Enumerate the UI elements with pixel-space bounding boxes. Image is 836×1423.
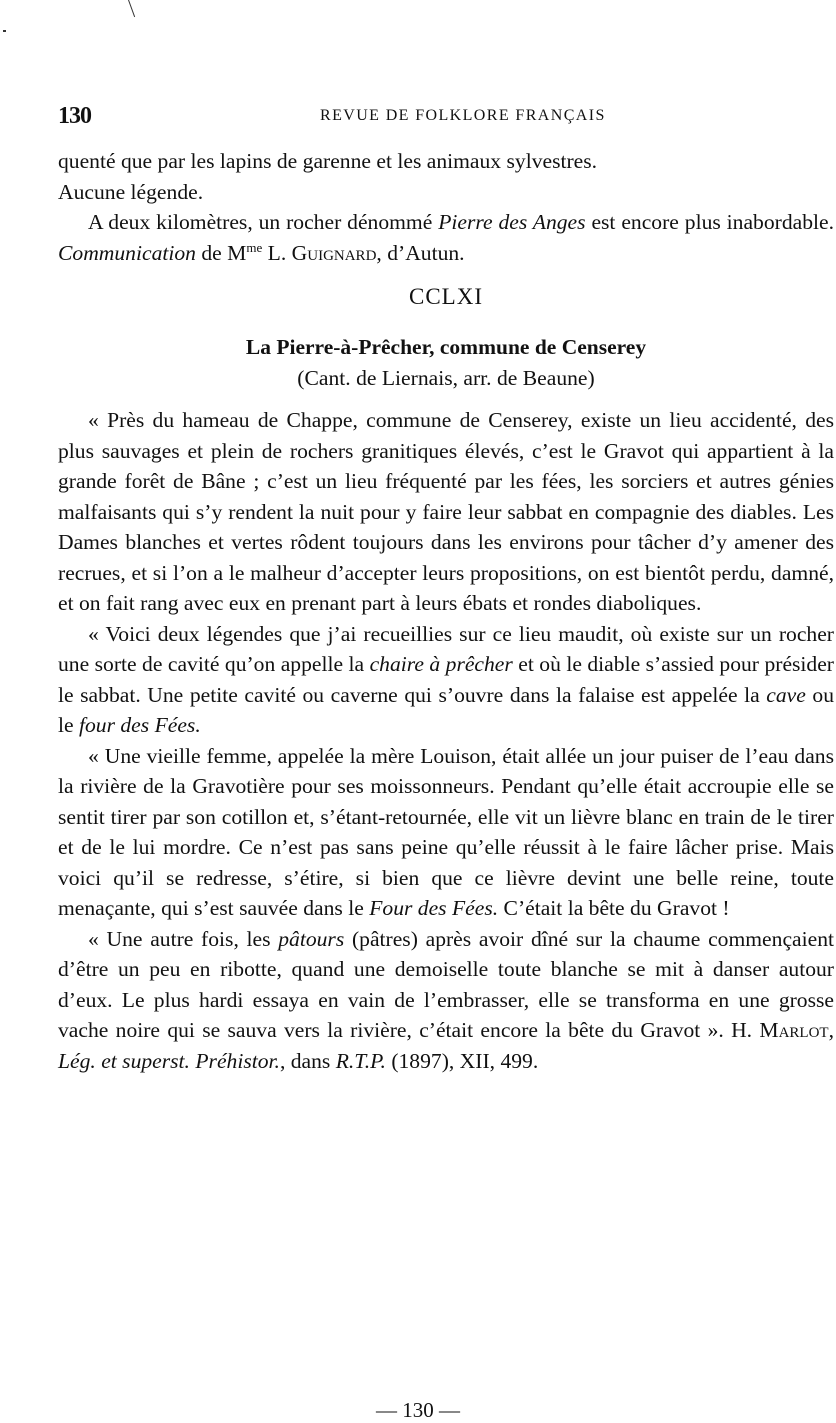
page-number: 130 bbox=[58, 103, 91, 129]
text-run: « Voici deux légendes que j’ai recueillies sur ce lieu maudit, où existe sur un rocher une sorte de cavité qu’on appelle la bbox=[58, 621, 834, 676]
text-run: , dans bbox=[279, 1048, 336, 1073]
scan-mark bbox=[128, 0, 135, 17]
italic-run: R.T.P. bbox=[335, 1048, 386, 1073]
text-run: A deux kilomètres, un rocher dénommé bbox=[88, 210, 439, 234]
section-title: La Pierre-à-Prêcher, commune de Censerey bbox=[245, 335, 647, 359]
small-caps-name: Marlot bbox=[759, 1018, 829, 1042]
italic-run: Lég. et superst. Préhistor. bbox=[58, 1048, 280, 1073]
italic-run: Pierre des Anges bbox=[438, 210, 586, 234]
page-header bbox=[58, 103, 836, 133]
running-title: REVUE DE FOLKLORE FRANÇAIS bbox=[320, 107, 606, 124]
italic-run: chaire à prêcher bbox=[369, 652, 513, 676]
text-run: (1897), XII, 499. bbox=[385, 1048, 539, 1073]
small-caps-name: Guignard bbox=[291, 240, 377, 265]
intro-paragraph-1 bbox=[58, 146, 834, 207]
section-subtitle: (Cant. de Liernais, arr. de Beaune) bbox=[297, 365, 595, 390]
italic-run: pâtours bbox=[278, 926, 345, 951]
text-run: L. bbox=[262, 240, 292, 265]
text-run: « Une autre fois, les bbox=[88, 926, 279, 951]
text-run: et où le diable s’assied pour présider le sabbat. Une petite cavité ou caverne qui s’ouvre dans la falaise est appelée la bbox=[58, 652, 835, 707]
page-folio: — 130 — bbox=[376, 1398, 460, 1422]
text-run: C’était la bête du Gravot ! bbox=[498, 896, 730, 920]
text-run: « Une vieille femme, appelée la mère Louison, était allée un jour puiser de l’eau dans la rivière de la Gravotière pour ses moissonneurs. Pendant qu’elle était accroupie elle se sentit tirer par son cotillon et, s’étant-retournée, elle vit un lièvre blanc en train de le tirer et de le lui mordre. Ce n’est pas sans peine qu’elle réussit à le faire lâcher prise. Mais voici qu’il se redresse, s’étire, si bien que ce lièvre devint une belle reine, toute menaçante, qui s’est sauvée dans le bbox=[58, 743, 834, 920]
text-run: , bbox=[828, 1018, 834, 1042]
text-run: (pâtres) après avoir dîné sur la chaume commençaient d’être un peu en ribotte, quand une demoiselle toute blanche se mit à danser autour d’eux. Le plus hardi essaya en vain de l’embrasser, elle se transforma en une grosse vache noire qui se sauva vers la rivière, c’était encore la bête du Gravot ». H. bbox=[58, 926, 834, 1042]
text-run: de M bbox=[195, 240, 247, 265]
superscript: me bbox=[246, 239, 263, 255]
paragraph-2 bbox=[58, 619, 834, 741]
text-run: , d’Autun. bbox=[376, 240, 465, 265]
paragraph-1: « Près du hameau de Chappe, commune de Censerey, existe un lieu accidenté, des plus sauvages et plein de rochers granitiques élevés, c’est le Gravot qui appartient à la grande forêt de Bâne ; c’est un lieu fréquenté par les fées, les sorciers et autres génies malfaisants qui s’y rendent la nuit pour y faire leur sabbat en compagnie des diables. Les Dames blanches et vertes rôdent toujours dans les environs pour tâcher d’y amener des recrues, et si l’on a le malheur d’accepter leurs propositions, on est bientôt perdu, damné, et on fait rang avec eux en prenant part à leurs ébats et rondes diaboliques. bbox=[58, 408, 834, 615]
section-number: CCLXI bbox=[409, 284, 483, 309]
scan-dot bbox=[3, 30, 6, 32]
paragraph-4 bbox=[58, 924, 834, 1077]
italic-run: Four des Fées. bbox=[369, 896, 499, 920]
paragraph-3 bbox=[58, 741, 834, 924]
text-run: est encore plus inabordable. bbox=[585, 210, 834, 234]
intro-line-1: quenté que par les lapins de garenne et les animaux sylvestres. bbox=[58, 149, 598, 173]
intro-paragraph-2 bbox=[58, 207, 834, 268]
intro-line-2: Aucune légende. bbox=[58, 179, 204, 204]
text-run: ou le bbox=[58, 682, 834, 737]
page-body bbox=[58, 146, 834, 1076]
italic-run: cave bbox=[766, 682, 806, 707]
italic-run: Communication bbox=[58, 240, 196, 265]
italic-run: four des Fées. bbox=[78, 713, 201, 737]
